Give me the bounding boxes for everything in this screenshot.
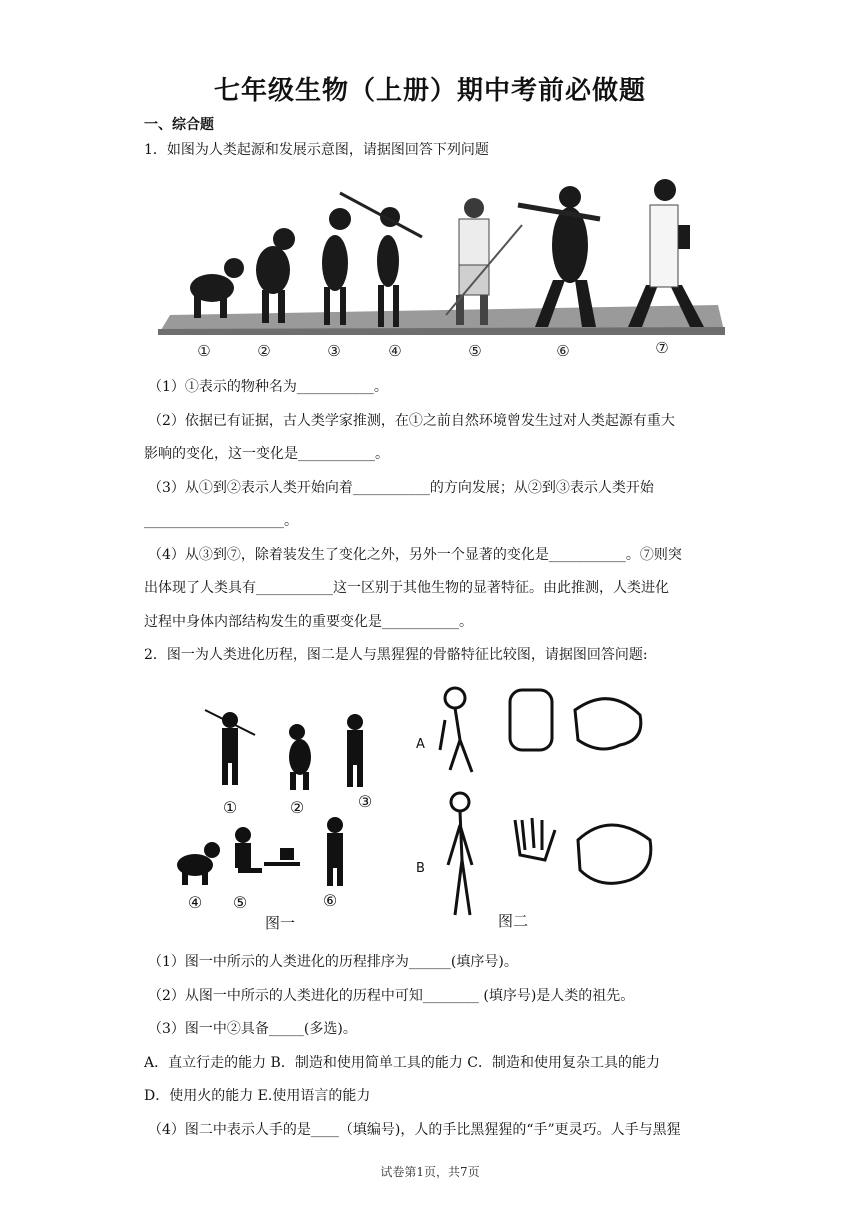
- label-1: ①: [197, 342, 211, 360]
- q2-part3: （3）图一中②具备_____(多选)。: [148, 1021, 357, 1037]
- q2-part2: （2）从图一中所示的人类进化的历程中可知________ (填序号)是人类的祖先。: [148, 988, 635, 1004]
- label-6: ⑥: [556, 342, 570, 360]
- fig1-caption: 图一: [264, 914, 296, 930]
- q2-part4: （4）图二中表示人手的是____（填编号)，人的手比黑猩猩的“手”更灵巧。人手与黑猩: [148, 1122, 681, 1138]
- figure-two: [410, 680, 670, 930]
- figure-labels: [197, 339, 668, 360]
- fig1-label-3: ③: [357, 792, 373, 811]
- figure-one: [160, 680, 405, 930]
- q1-part2-line2: 影响的变化，这一变化是___________。: [144, 446, 389, 462]
- fig1-label-1: ①: [222, 798, 238, 817]
- q1-part4-line2: 出体现了人类具有___________这一区别于其他生物的显著特征。由此推测，人类进化: [144, 580, 669, 596]
- q1-part2-line1: （2）依据已有证据，古人类学家推测，在①之前自然环境曾发生过对人类起源有重大: [148, 413, 675, 429]
- fig2-caption: 图二: [498, 912, 529, 930]
- evolution-figure: [150, 175, 730, 360]
- fig1-label-2: ②: [289, 798, 305, 817]
- question-2-stem: 2．图一为人类进化历程，图二是人与黑猩猩的骨骼特征比较图，请据图回答问题:: [144, 647, 648, 663]
- q1-part4-line3: 过程中身体内部结构发生的重要变化是___________。: [144, 614, 473, 630]
- fig2-row-a: A: [416, 737, 425, 752]
- q1-part4-line1: （4）从③到⑦，除着装发生了变化之外，另外一个显著的变化是___________。⑦则突: [148, 547, 682, 563]
- page-title: 七年级生物（上册）期中考前必做题: [213, 76, 646, 106]
- label-3: ③: [327, 342, 341, 360]
- label-5: ⑤: [468, 342, 482, 360]
- q2-options-d-e: D．使用火的能力 E.使用语言的能力: [144, 1088, 371, 1104]
- q1-part3-line1: （3）从①到②表示人类开始向着___________的方向发展；从②到③表示人类开始: [148, 480, 654, 496]
- q2-part1: （1）图一中所示的人类进化的历程排序为______(填序号)。: [148, 954, 518, 970]
- label-4: ④: [388, 342, 402, 360]
- label-2: ②: [257, 342, 271, 360]
- q2-options-a-c: A．直立行走的能力 B．制造和使用简单工具的能力 C．制造和使用复杂工具的能力: [144, 1055, 661, 1071]
- fig1-label-5: ⑤: [232, 893, 248, 912]
- q1-part3-line2: ____________________。: [144, 513, 298, 529]
- label-7: ⑦: [655, 339, 669, 357]
- fig1-label-6: ⑥: [322, 891, 338, 910]
- page-footer: 试卷第1页，共7页: [380, 1165, 480, 1179]
- fig1-label-4: ④: [187, 893, 203, 912]
- q1-part1: （1）①表示的物种名为___________。: [148, 379, 388, 395]
- fig2-row-b: B: [416, 861, 425, 876]
- question-1-stem: 1．如图为人类起源和发展示意图，请据图回答下列问题: [144, 142, 489, 158]
- section-heading: 一、综合题: [144, 117, 214, 133]
